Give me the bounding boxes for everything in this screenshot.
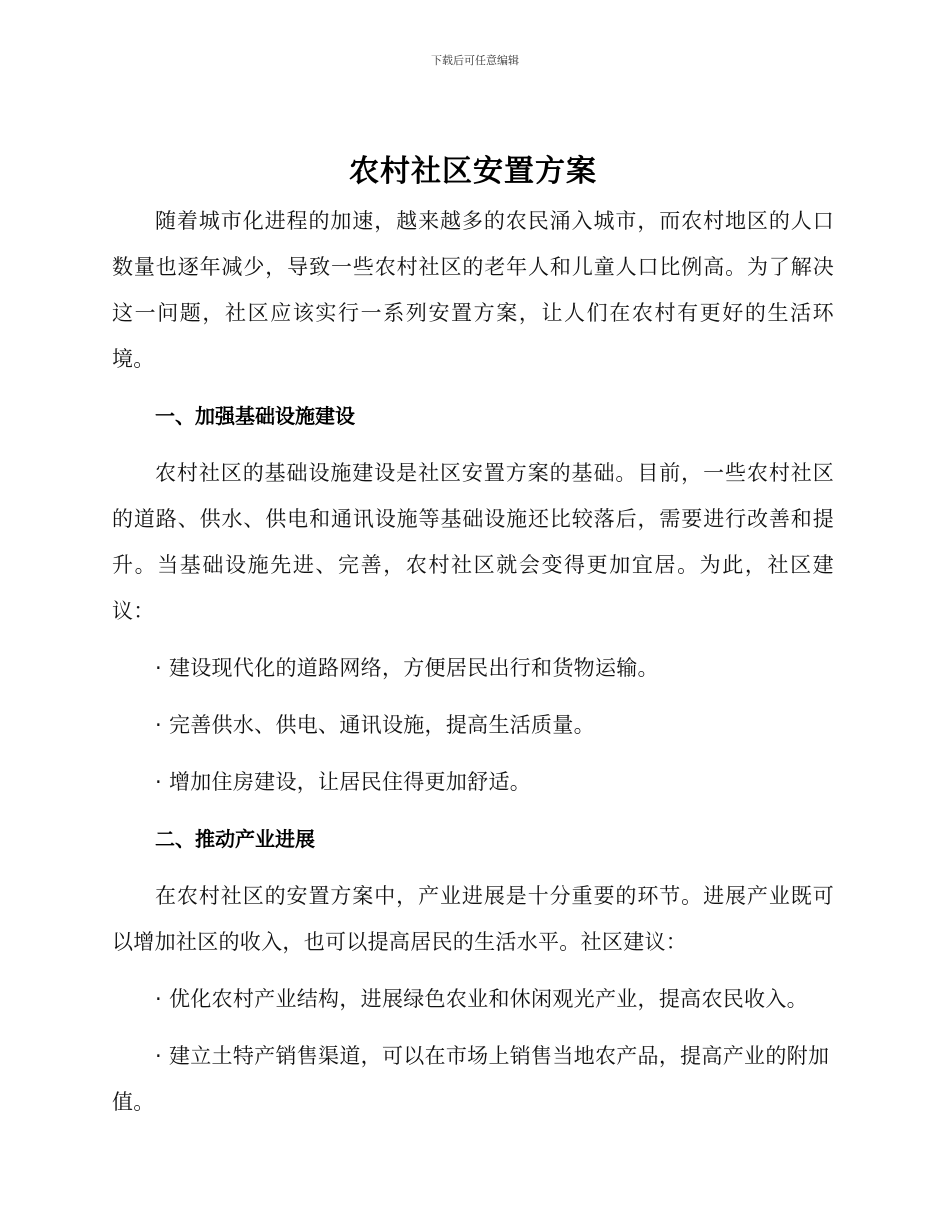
section-heading-infrastructure: 一、加强基础设施建设 [155, 404, 355, 428]
spacer [112, 382, 834, 393]
bullet-item: · 完善供水、供电、通讯设施，提高生活质量。 [155, 713, 595, 737]
spacer [112, 805, 834, 816]
document-body [112, 146, 834, 1125]
spacer [112, 748, 834, 759]
page-header: 下载后可任意编辑 [431, 54, 519, 67]
bullet-item: · 建设现代化的道路网络，方便居民出行和货物运输。 [155, 656, 659, 680]
intro-paragraph: 随着城市化进程的加速，越来越多的农民涌入城市，而农村地区的人口数量也逐年减少，导致一些农村社区的老年人和儿童人口比例高。为了解决这一问题，社区应该实行一系列安置方案，让人们在农村有更好的生活环境。 [112, 209, 834, 371]
section-heading-industry: 二、推动产业进展 [155, 827, 315, 851]
spacer [112, 965, 834, 976]
document-title: 农村社区安置方案 [349, 154, 597, 189]
spacer [112, 691, 834, 702]
spacer [112, 634, 834, 645]
bullet-item: · 优化农村产业结构，进展绿色农业和休闲观光产业，提高农民收入。 [155, 987, 808, 1011]
section-paragraph-infrastructure: 农村社区的基础设施建设是社区安置方案的基础。目前，一些农村社区的道路、供水、供电和通讯设施等基础设施还比较落后，需要进行改善和提升。当基础设施先进、完善，农村社区就会变得更加宜居。为此，社区建议： [112, 461, 834, 623]
spacer [112, 439, 834, 450]
spacer [112, 862, 834, 873]
bullet-item: · 增加住房建设，让居民住得更加舒适。 [155, 770, 532, 794]
spacer [112, 1022, 834, 1033]
bullet-item: · 建立土特产销售渠道，可以在市场上销售当地农产品，提高产业的附加值。 [112, 1044, 830, 1114]
section-paragraph-industry: 在农村社区的安置方案中，产业进展是十分重要的环节。进展产业既可以增加社区的收入，也可以提高居民的生活水平。社区建议： [112, 884, 834, 954]
